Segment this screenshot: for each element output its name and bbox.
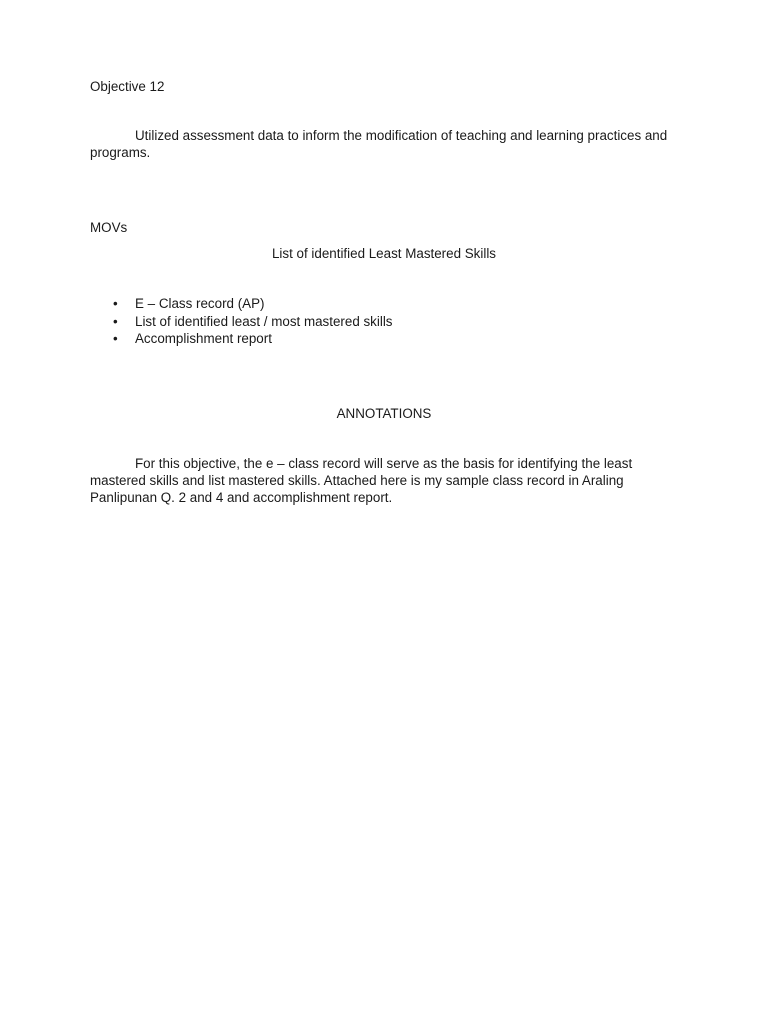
list-item-text: E – Class record (AP)	[135, 296, 265, 311]
movs-title: List of identified Least Mastered Skills	[271, 246, 497, 261]
list-item-text: List of identified least / most mastered skills	[135, 313, 393, 329]
list-item	[90, 330, 680, 348]
list-item	[90, 313, 680, 331]
objective-heading: Objective 12	[90, 79, 165, 94]
annotation-paragraph: For this objective, the e – class record will serve as the basis for identifying the least mastered skills and list mastered skills. Attached here is my sample class record in Araling Panlipunan Q. 2 and 4 and accomplishment report.	[90, 456, 633, 505]
list-item-text: Accomplishment report	[135, 331, 272, 346]
bullet-icon: •	[113, 331, 118, 346]
movs-list	[90, 295, 680, 348]
bullet-icon: •	[113, 313, 118, 329]
movs-label: MOVs	[90, 220, 128, 235]
objective-description: Utilized assessment data to inform the modification of teaching and learning practices and programs.	[90, 128, 668, 160]
list-item	[90, 295, 680, 313]
annotations-title: ANNOTATIONS	[336, 406, 432, 421]
bullet-icon: •	[113, 296, 118, 311]
